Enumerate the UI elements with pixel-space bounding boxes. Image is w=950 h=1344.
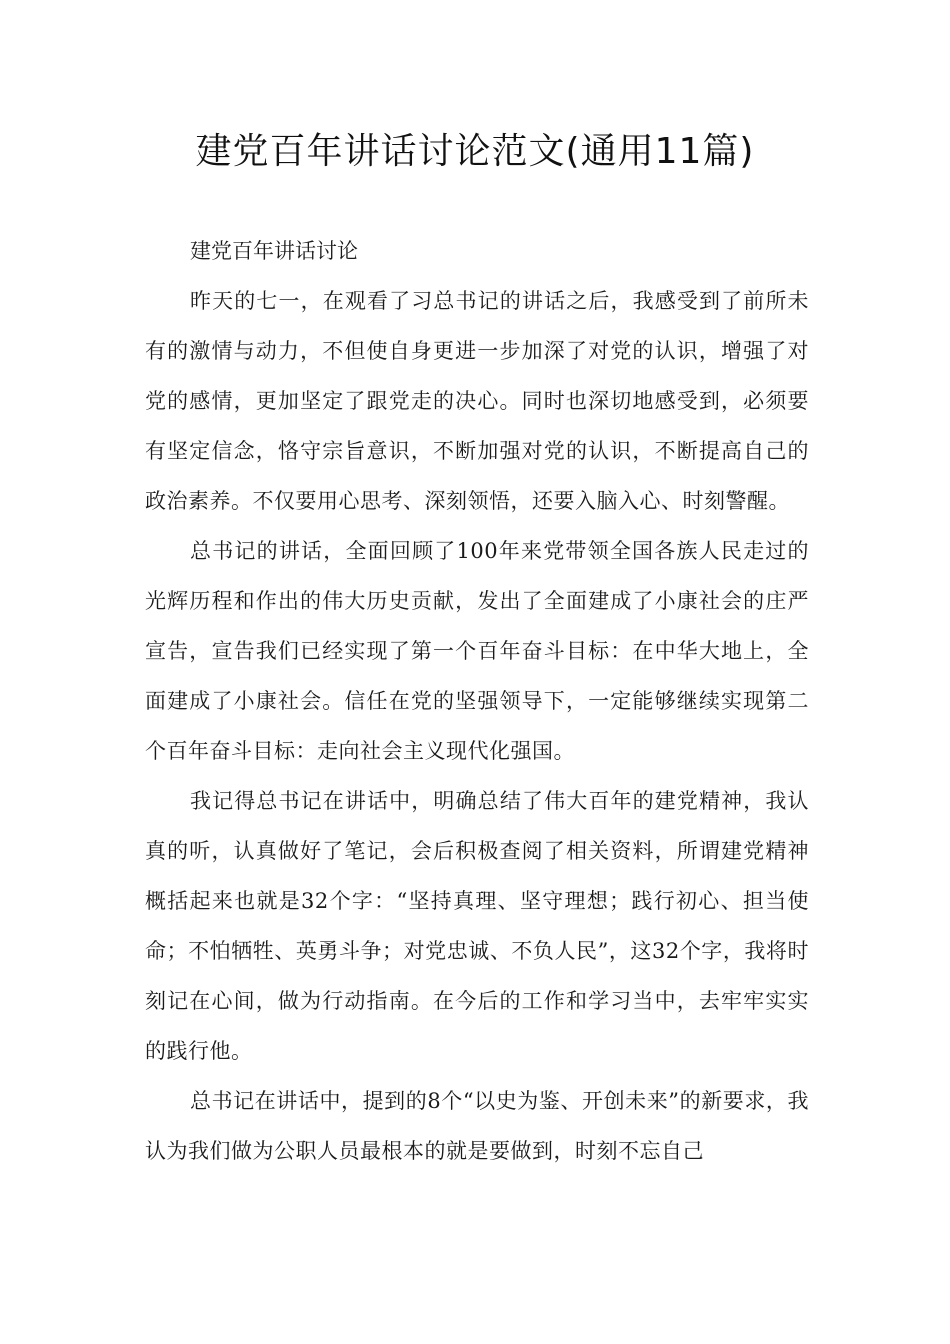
document-title: 建党百年讲话讨论范文(通用11篇) bbox=[195, 131, 755, 172]
paragraph-1: 昨天的七一，在观看了习总书记的讲话之后，我感受到了前所未有的激情与动力，不但使自身更进一步加深了对党的认识，增强了对党的感情，更加坚定了跟党走的决心。同时也深切地感受到，必须要有坚定信念，恪守宗旨意识，不断加强对党的认识，不断提高自己的政治素养。不仅要用心思考、深刻领悟，还要入脑入心、时刻警醒。 bbox=[145, 289, 809, 513]
paragraph-3: 我记得总书记在讲话中，明确总结了伟大百年的建党精神，我认真的听，认真做好了笔记，会后积极查阅了相关资料，所谓建党精神概括起来也就是32个字：“坚持真理、坚守理想；践行初心、担当使命；不怕牺牲、英勇斗争；对党忠诚、不负人民”，这32个字，我将时刻记在心间，做为行动指南。在今后的工作和学习当中，去牢牢实实的践行他。 bbox=[145, 789, 809, 1063]
paragraph-4: 总书记在讲话中，提到的8个“以史为鉴、开创未来”的新要求，我认为我们做为公职人员最根本的就是要做到，时刻不忘自己 bbox=[145, 1089, 809, 1163]
document-body bbox=[145, 226, 809, 1176]
paragraph-2: 总书记的讲话，全面回顾了100年来党带领全国各族人民走过的光辉历程和作出的伟大历史贡献，发出了全面建成了小康社会的庄严宣告，宣告我们已经实现了第一个百年奋斗目标：在中华大地上，全面建成了小康社会。信任在党的坚强领导下，一定能够继续实现第二个百年奋斗目标：走向社会主义现代化强国。 bbox=[145, 539, 809, 763]
section-heading: 建党百年讲话讨论 bbox=[190, 239, 358, 263]
